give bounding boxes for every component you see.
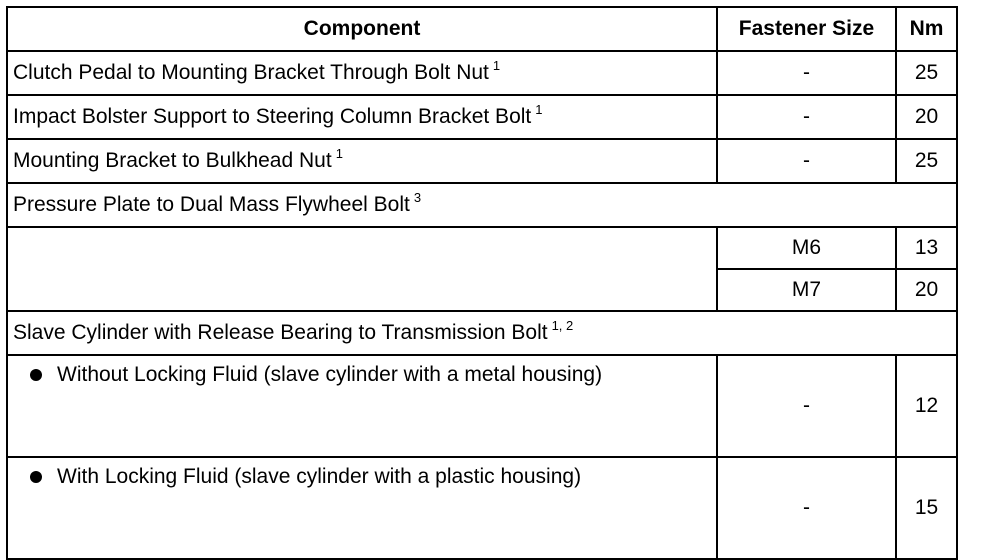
bullet-icon: [30, 369, 42, 381]
fastener-size-cell: -: [717, 95, 896, 139]
group-header-cell: [7, 183, 957, 227]
footnote-ref: 3: [413, 190, 422, 205]
table-row: [7, 457, 957, 559]
footnote-ref: 1, 2: [551, 318, 574, 333]
nm-cell: 25: [896, 139, 957, 183]
pressure-plate-label: Pressure Plate to Dual Mass Flywheel Bolt: [13, 193, 410, 216]
header-fastener-size: Fastener Size: [717, 7, 896, 51]
group-header-cell: [7, 311, 957, 355]
group-header-row: [7, 183, 957, 227]
header-nm: Nm: [896, 7, 957, 51]
fastener-size-cell: M7: [717, 269, 896, 311]
header-row: [7, 7, 957, 51]
component-cell: [7, 139, 717, 183]
slave-cylinder-label: Slave Cylinder with Release Bearing to Transmission Bolt: [13, 321, 548, 344]
table-row: [7, 355, 957, 457]
bullet-icon: [30, 471, 42, 483]
fastener-size-cell: -: [717, 139, 896, 183]
nm-cell: 13: [896, 227, 957, 269]
nm-cell: 20: [896, 95, 957, 139]
empty-component-cell: [7, 227, 717, 311]
torque-specifications-table: [6, 6, 958, 560]
table-row: [7, 51, 957, 95]
component-cell: [7, 51, 717, 95]
table-row: [7, 227, 957, 269]
component-cell: [7, 355, 717, 457]
group-header-row: [7, 311, 957, 355]
fastener-size-cell: -: [717, 457, 896, 559]
table-row: [7, 139, 957, 183]
footnote-ref: 1: [492, 58, 501, 73]
nm-cell: 20: [896, 269, 957, 311]
nm-cell: 12: [896, 355, 957, 457]
component-cell: [7, 457, 717, 559]
fastener-size-cell: -: [717, 355, 896, 457]
fastener-size-cell: -: [717, 51, 896, 95]
component-label: Clutch Pedal to Mounting Bracket Through Bolt Nut: [13, 61, 489, 84]
component-cell: [7, 95, 717, 139]
component-label: Mounting Bracket to Bulkhead Nut: [13, 149, 332, 172]
nm-cell: 25: [896, 51, 957, 95]
component-label: With Locking Fluid (slave cylinder with a plastic housing): [57, 465, 582, 488]
fastener-size-cell: M6: [717, 227, 896, 269]
table-row: [7, 95, 957, 139]
header-component: Component: [7, 7, 717, 51]
component-label: Without Locking Fluid (slave cylinder with a metal housing): [57, 363, 603, 386]
footnote-ref: 1: [335, 146, 343, 161]
nm-cell: 15: [896, 457, 957, 559]
component-label: Impact Bolster Support to Steering Column Bracket Bolt: [13, 105, 532, 128]
footnote-ref: 1: [535, 102, 543, 117]
